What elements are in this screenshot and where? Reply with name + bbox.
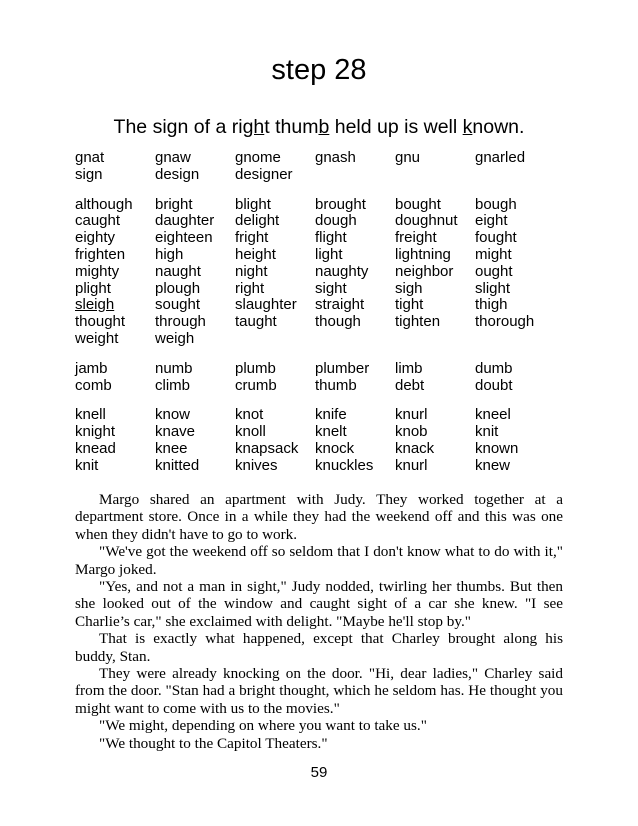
- silent-letter: b: [318, 116, 330, 138]
- word: plight: [75, 279, 111, 297]
- word: bough: [475, 195, 517, 213]
- word: knob: [395, 423, 428, 441]
- word: gnarled: [475, 149, 526, 166]
- word-row: [75, 150, 555, 167]
- word-row: [75, 247, 555, 264]
- word: light: [315, 245, 343, 263]
- word: knoll: [235, 423, 266, 441]
- word-group: [75, 407, 555, 474]
- word: neighbor: [395, 262, 454, 280]
- word-group: [75, 197, 555, 348]
- word: doughnut: [395, 212, 458, 230]
- word-row: [75, 378, 555, 395]
- subtitle-text: t thum: [264, 116, 319, 138]
- word: bright: [155, 195, 193, 213]
- word: flight: [315, 229, 347, 247]
- word: taught: [235, 313, 277, 331]
- word: sleigh: [75, 296, 115, 314]
- word-list: [75, 150, 555, 488]
- word: thumb: [315, 376, 357, 394]
- word: knives: [235, 456, 278, 474]
- word: jamb: [75, 359, 108, 377]
- word: thorough: [475, 313, 535, 331]
- story-paragraph: "We thought to the Capitol Theaters.": [99, 734, 328, 752]
- word: knitted: [155, 456, 200, 474]
- word: knelt: [315, 423, 347, 441]
- word: sight: [315, 279, 347, 297]
- story-paragraph: "We've got the weekend off so seldom that I don't know what to do with it," Margo joked.: [75, 543, 563, 578]
- word-row: [75, 167, 555, 184]
- word: plumber: [315, 359, 370, 377]
- word: doubt: [475, 376, 513, 394]
- word: gnat: [75, 149, 105, 166]
- word: straight: [315, 296, 365, 314]
- word: might: [475, 245, 512, 263]
- story-paragraph: "Yes, and not a man in sight," Judy nodded, twirling her thumbs. But then she looked out of the window and caught sight of a car she knew. "I see Charlie’s car," she exclaimed with delight. "Maybe he'll stop by.": [75, 578, 563, 630]
- word-row: [75, 230, 555, 247]
- word: knock: [315, 439, 355, 457]
- word: caught: [75, 212, 121, 230]
- word: lightning: [395, 245, 451, 263]
- word: knot: [235, 406, 264, 424]
- word: freight: [395, 229, 437, 247]
- word: gnash: [315, 149, 356, 166]
- word: though: [315, 313, 361, 331]
- word-row: [75, 297, 555, 314]
- word: knight: [75, 423, 116, 441]
- word: knapsack: [235, 439, 299, 457]
- word: knell: [75, 406, 106, 424]
- word-group: [75, 150, 555, 184]
- word: knife: [315, 406, 347, 424]
- word: height: [235, 245, 276, 263]
- word: naught: [155, 262, 201, 280]
- word: climb: [155, 376, 191, 394]
- word: tighten: [395, 313, 441, 331]
- word: gnome: [235, 149, 281, 166]
- silent-letter: gh: [242, 116, 265, 138]
- word: crumb: [235, 376, 277, 394]
- word: knit: [475, 423, 499, 441]
- subtitle-text: The si: [113, 116, 167, 138]
- word: although: [75, 195, 133, 213]
- word: sought: [155, 296, 201, 314]
- word: brought: [315, 195, 366, 213]
- word: weight: [75, 329, 119, 347]
- word: delight: [235, 212, 280, 230]
- word: eighteen: [155, 229, 213, 247]
- word-row: [75, 441, 555, 458]
- word: weigh: [155, 329, 195, 347]
- word: known: [475, 439, 519, 457]
- word: knave: [155, 423, 196, 441]
- word: high: [155, 245, 184, 263]
- word: knurl: [395, 406, 428, 424]
- word: gnaw: [155, 149, 191, 166]
- subtitle-text: nown.: [472, 116, 525, 138]
- word: debt: [395, 376, 425, 394]
- silent-letter: g: [166, 116, 178, 138]
- word-row: [75, 424, 555, 441]
- word-row: [75, 331, 555, 348]
- word: slight: [475, 279, 511, 297]
- word: sigh: [395, 279, 423, 297]
- word: bought: [395, 195, 441, 213]
- word: numb: [155, 359, 193, 377]
- word: sign: [75, 165, 103, 183]
- word: right: [235, 279, 265, 297]
- word-row: [75, 314, 555, 331]
- word: dough: [315, 212, 357, 230]
- word: daughter: [155, 212, 215, 230]
- subtitle-text: n of a ri: [177, 116, 243, 138]
- word: slaughter: [235, 296, 297, 314]
- word-row: [75, 281, 555, 298]
- story-paragraph: They were already knocking on the door. "Hi, dear ladies," Charley said from the door. "Stan had a bright thought, which he seldom has. He thought you might want to come with us to the movies.": [75, 665, 563, 717]
- page-title: step 28: [271, 54, 367, 86]
- word: blight: [235, 195, 271, 213]
- story-text: [75, 491, 563, 752]
- word: knew: [475, 456, 511, 474]
- word: fright: [235, 229, 269, 247]
- subtitle: [0, 114, 638, 140]
- word: mighty: [75, 262, 120, 280]
- word-group: [75, 361, 555, 395]
- word: ought: [475, 262, 513, 280]
- word: naughty: [315, 262, 369, 280]
- word-row: [75, 197, 555, 214]
- word: knuckles: [315, 456, 374, 474]
- word: knit: [75, 456, 99, 474]
- word: knee: [155, 439, 188, 457]
- word: thought: [75, 313, 126, 331]
- word-row: [75, 458, 555, 475]
- word: thigh: [475, 296, 508, 314]
- story-paragraph: Margo shared an apartment with Judy. They worked together at a department store. Once in a while they had the weekend off and this was one when they didn't have to go to work.: [75, 491, 563, 543]
- word: comb: [75, 376, 112, 394]
- story-paragraph: "We might, depending on where you want to take us.": [99, 717, 427, 735]
- word: know: [155, 406, 191, 424]
- word: night: [235, 262, 268, 280]
- word-row: [75, 264, 555, 281]
- word: knead: [75, 439, 116, 457]
- word: through: [155, 313, 206, 331]
- word: knurl: [395, 456, 428, 474]
- word: designer: [235, 165, 293, 183]
- word: eighty: [75, 229, 116, 247]
- word: limb: [395, 359, 423, 377]
- word: fought: [475, 229, 517, 247]
- word: frighten: [75, 245, 126, 263]
- word: plumb: [235, 359, 276, 377]
- page-number: 59: [310, 764, 328, 781]
- word-row: [75, 361, 555, 378]
- word: tight: [395, 296, 424, 314]
- story-paragraph: That is exactly what happened, except that Charley brought along his buddy, Stan.: [75, 630, 563, 665]
- word: plough: [155, 279, 201, 297]
- silent-letter: k: [462, 116, 473, 138]
- word-row: [75, 407, 555, 424]
- word: design: [155, 165, 200, 183]
- subtitle-text: held up is well: [329, 116, 463, 138]
- word: knack: [395, 439, 435, 457]
- word: kneel: [475, 406, 511, 424]
- word: eight: [475, 212, 508, 230]
- word: gnu: [395, 149, 421, 166]
- word: dumb: [475, 359, 513, 377]
- word-row: [75, 213, 555, 230]
